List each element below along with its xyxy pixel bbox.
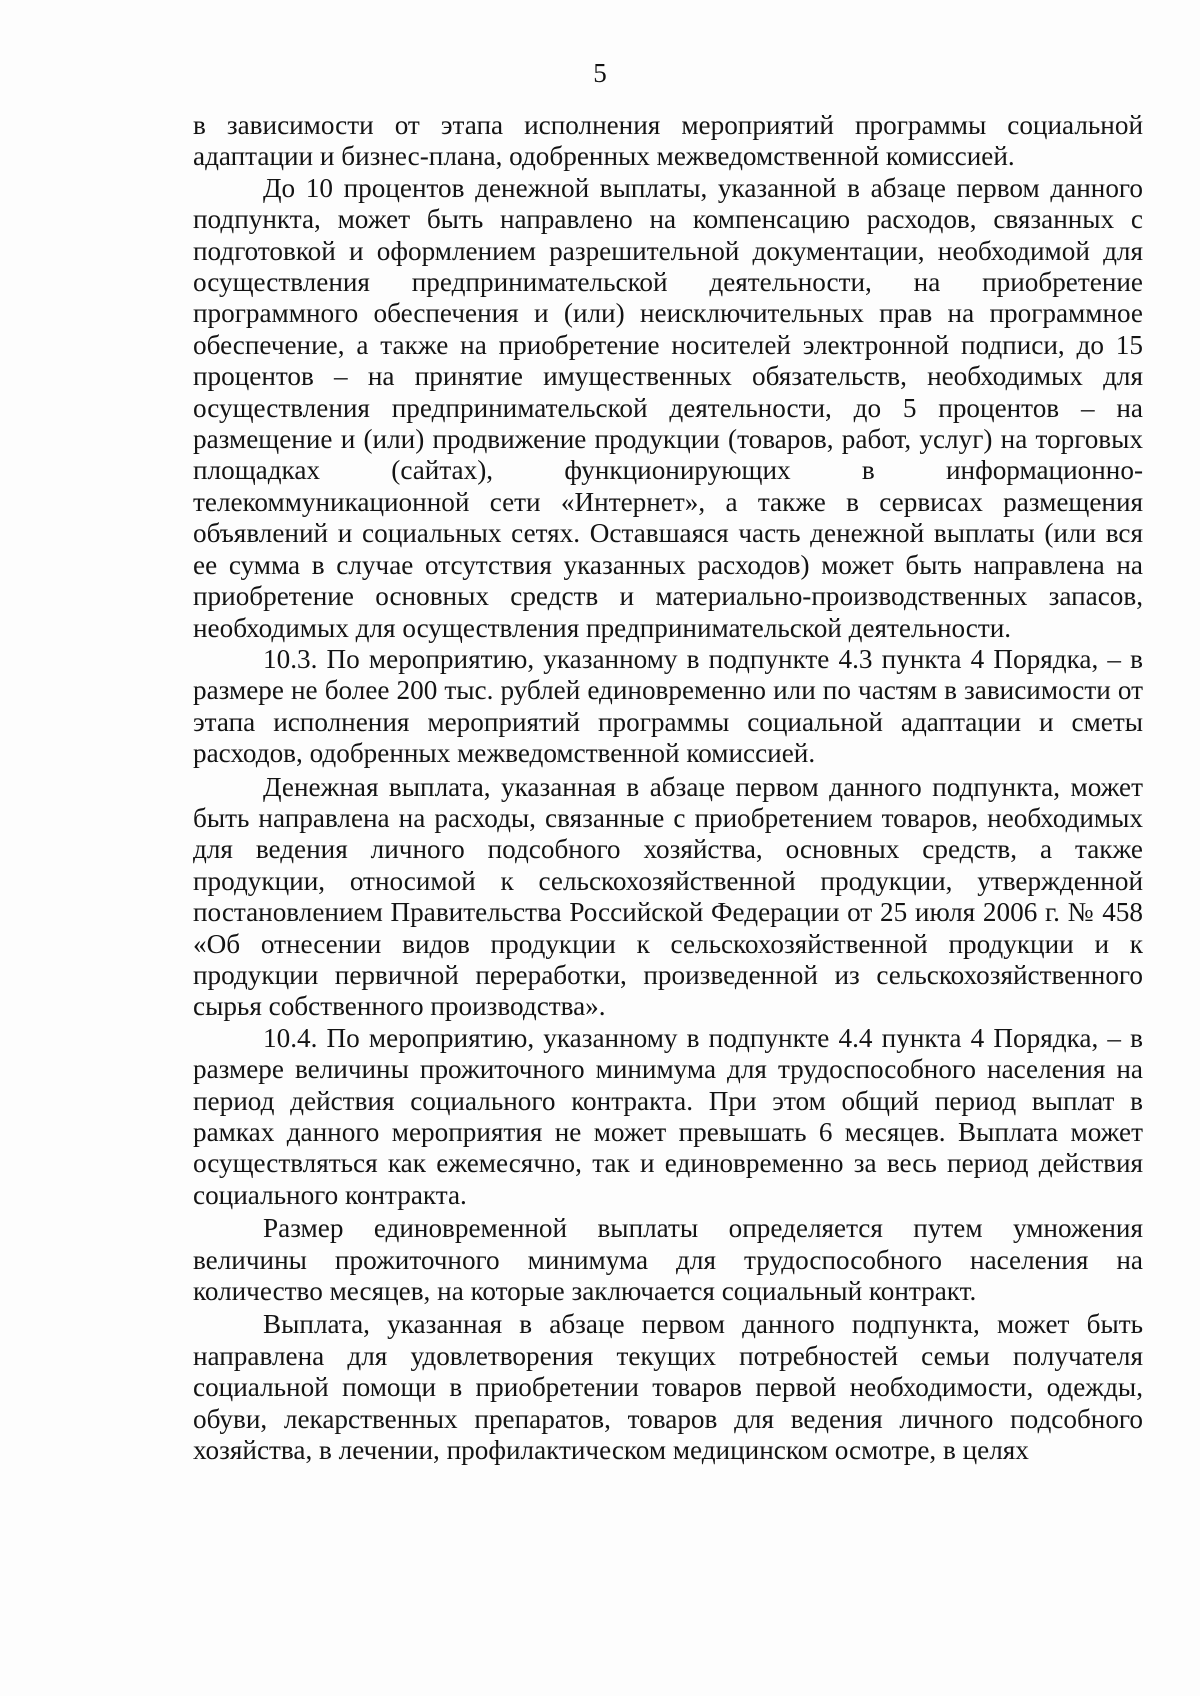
page-number: 5 bbox=[593, 58, 607, 88]
paragraph-10-3: 10.3. По мероприятию, указанному в подпункте 4.3 пункта 4 Порядка, – в размере не более 200 тыс. рублей единовременно или по частям в зависимости от этапа исполнения мероприятий программы социальной адаптации и сметы расходов, одобренных межведомственной комиссией. bbox=[193, 643, 1143, 769]
paragraph-continuation: в зависимости от этапа исполнения мероприятий программы социальной адаптации и бизнес-плана, одобренных межведомственной комиссией. bbox=[193, 110, 1143, 172]
document-body bbox=[193, 110, 1143, 1466]
paragraph-expense-shares: До 10 процентов денежной выплаты, указанной в абзаце первом данного подпункта, может быть направлено на компенсацию расходов, связанных с подготовкой и оформлением разрешительной документации, необходимой для осуществления предпринимательской деятельности, на приобретение программного обеспечения и (или) неисключительных прав на программное обеспечение, а также на приобретение носителей электронной подписи, до 15 процентов – на принятие имущественных обязательств, необходимых для осуществления предпринимательской деятельности, до 5 процентов – на размещение и (или) продвижение продукции (товаров, работ, услуг) на торговых площадках (сайтах), функционирующих в информационно-телекоммуникационной сети «Интернет», а также в сервисах размещения объявлений и социальных сетях. Оставшаяся часть денежной выплаты (или вся ее сумма в случае отсутствия указанных расходов) может быть направлена на приобретение основных средств и материально-производственных запасов, необходимых для осуществления предпринимательской деятельности. bbox=[193, 172, 1143, 643]
paragraph-10-4: 10.4. По мероприятию, указанному в подпункте 4.4 пункта 4 Порядка, – в размере величины прожиточного минимума для трудоспособного населения на период действия социального контракта. При этом общий период выплат в рамках данного мероприятия не может превышать 6 месяцев. Выплата может осуществляться как ежемесячно, так и единовременно за весь период действия социального контракта. bbox=[193, 1022, 1143, 1210]
paragraph-lump-sum-size: Размер единовременной выплаты определяется путем умножения величины прожиточного минимума для трудоспособного населения на количество месяцев, на которые заключается социальный контракт. bbox=[193, 1213, 1143, 1307]
paragraph-10-3-usage: Денежная выплата, указанная в абзаце первом данного подпункта, может быть направлена на расходы, связанные с приобретением товаров, необходимых для ведения личного подсобного хозяйства, основных средств, а также продукции, относимой к сельскохозяйственной продукции, утвержденной постановлением Правительства Российской Федерации от 25 июля 2006 г. № 458 «Об отнесении видов продукции к сельскохозяйственной продукции и к продукции первичной переработки, произведенной из сельскохозяйственного сырья собственного производства». bbox=[193, 771, 1143, 1022]
paragraph-10-4-usage: Выплата, указанная в абзаце первом данного подпункта, может быть направлена для удовлетворения текущих потребностей семьи получателя социальной помощи в приобретении товаров первой необходимости, одежды, обуви, лекарственных препаратов, товаров для ведения личного подсобного хозяйства, в лечении, профилактическом медицинском осмотре, в целях bbox=[193, 1309, 1143, 1466]
